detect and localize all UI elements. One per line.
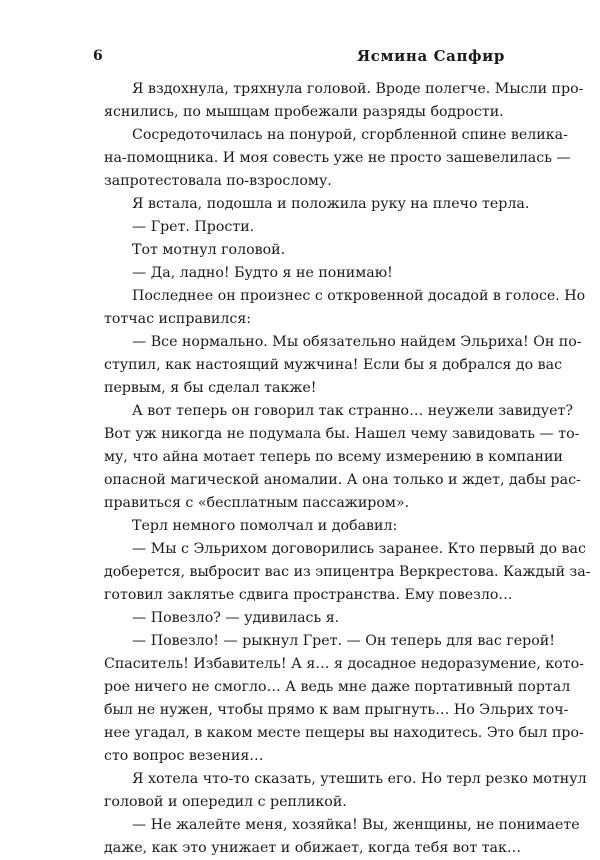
text-line: яснились, по мышцам пробежали разряды бодрости.	[104, 104, 504, 120]
text-line: Тот мотнул головой.	[132, 242, 286, 258]
text-line: рое ничего не смогло… А ведь мне даже портативный портал	[104, 679, 571, 695]
text-line: Вот уж никогда не подумала бы. Нашел чему завидовать — то-	[104, 426, 580, 442]
text-line: был не нужен, чтобы прямо к вам прыгнуть… Но Эльрих точ-	[104, 702, 569, 718]
paragraph	[104, 331, 582, 400]
text-line: готовил заклятье сдвига пространства. Ему повезло…	[104, 587, 513, 603]
text-line: — Грет. Прости.	[132, 219, 255, 235]
paragraph	[104, 216, 501, 239]
paragraph	[104, 262, 501, 285]
paragraph	[104, 78, 584, 124]
text-line: тотчас исправился:	[104, 311, 252, 327]
paragraph	[104, 538, 591, 607]
text-line: — Да, ладно! Будто я не понимаю!	[132, 265, 393, 281]
text-line: — Повезло! — рыкнул Грет. — Он теперь для вас герой!	[132, 633, 555, 649]
page-number: 6	[93, 48, 103, 64]
text-line: головой и опередил с репликой.	[104, 794, 347, 810]
text-line: нее угадал, в каком месте пещеры вы находитесь. Это был про-	[104, 725, 584, 741]
text-line: правиться с «бесплатным пассажиром».	[104, 495, 410, 511]
text-line: Сосредоточилась на понурой, сгорбленной спине велика-	[132, 127, 568, 143]
text-line: опасной магической аномалии. А она только и ждет, дабы рас-	[104, 472, 581, 488]
paragraph	[104, 285, 586, 331]
body-text	[104, 78, 591, 860]
paragraph	[104, 124, 571, 193]
text-line: даже, как это унижает и обижает, когда тебя вот так…	[104, 840, 522, 856]
text-line: запротестовала по-взрослому.	[104, 173, 332, 189]
text-line: сто вопрос везения…	[104, 748, 264, 764]
paragraph	[104, 193, 530, 216]
text-line: Я хотела что-то сказать, утешить его. Но терл резко мотнул	[132, 771, 587, 787]
text-line: на-помощника. И моя совесть уже не просто зашевелилась —	[104, 150, 571, 166]
text-line: А вот теперь он говорил так странно… неужели завидует?	[132, 403, 573, 419]
text-line: — Повезло? — удивилась я.	[132, 610, 340, 626]
paragraph	[104, 515, 501, 538]
text-line: первым, я бы сделал также!	[104, 380, 317, 396]
paragraph	[104, 630, 584, 768]
text-line: — Не жалейте меня, хозяйка! Вы, женщины, не понимаете	[132, 817, 580, 833]
text-line: Я вздохнула, тряхнула головой. Вроде полегче. Мысли про-	[132, 81, 584, 97]
running-head-author: Ясмина Сапфир	[356, 47, 505, 65]
text-line: Я встала, подошла и положила руку на плечо терла.	[132, 196, 530, 212]
paragraph	[104, 814, 580, 860]
text-line: — Все нормально. Мы обязательно найдем Эльриха! Он по-	[132, 334, 582, 350]
paragraph	[104, 768, 587, 814]
text-line: доберется, выбросит вас из эпицентра Веркрестова. Каждый за-	[104, 564, 591, 580]
text-line: Спаситель! Избавитель! А я… я досадное недоразумение, кото-	[104, 656, 584, 672]
paragraph	[104, 239, 501, 262]
page-header	[93, 48, 505, 70]
paragraph	[104, 400, 581, 515]
paragraph	[104, 607, 501, 630]
text-line: му, что айна мотает теперь по всему измерению в компании	[104, 449, 563, 465]
text-line: Терл немного помолчал и добавил:	[132, 518, 398, 534]
text-line: ступил, как настоящий мужчина! Если бы я добрался до вас	[104, 357, 563, 373]
text-line: Последнее он произнес с откровенной досадой в голосе. Но	[132, 288, 586, 304]
text-line: — Мы с Эльрихом договорились заранее. Кто первый до вас	[132, 541, 586, 557]
